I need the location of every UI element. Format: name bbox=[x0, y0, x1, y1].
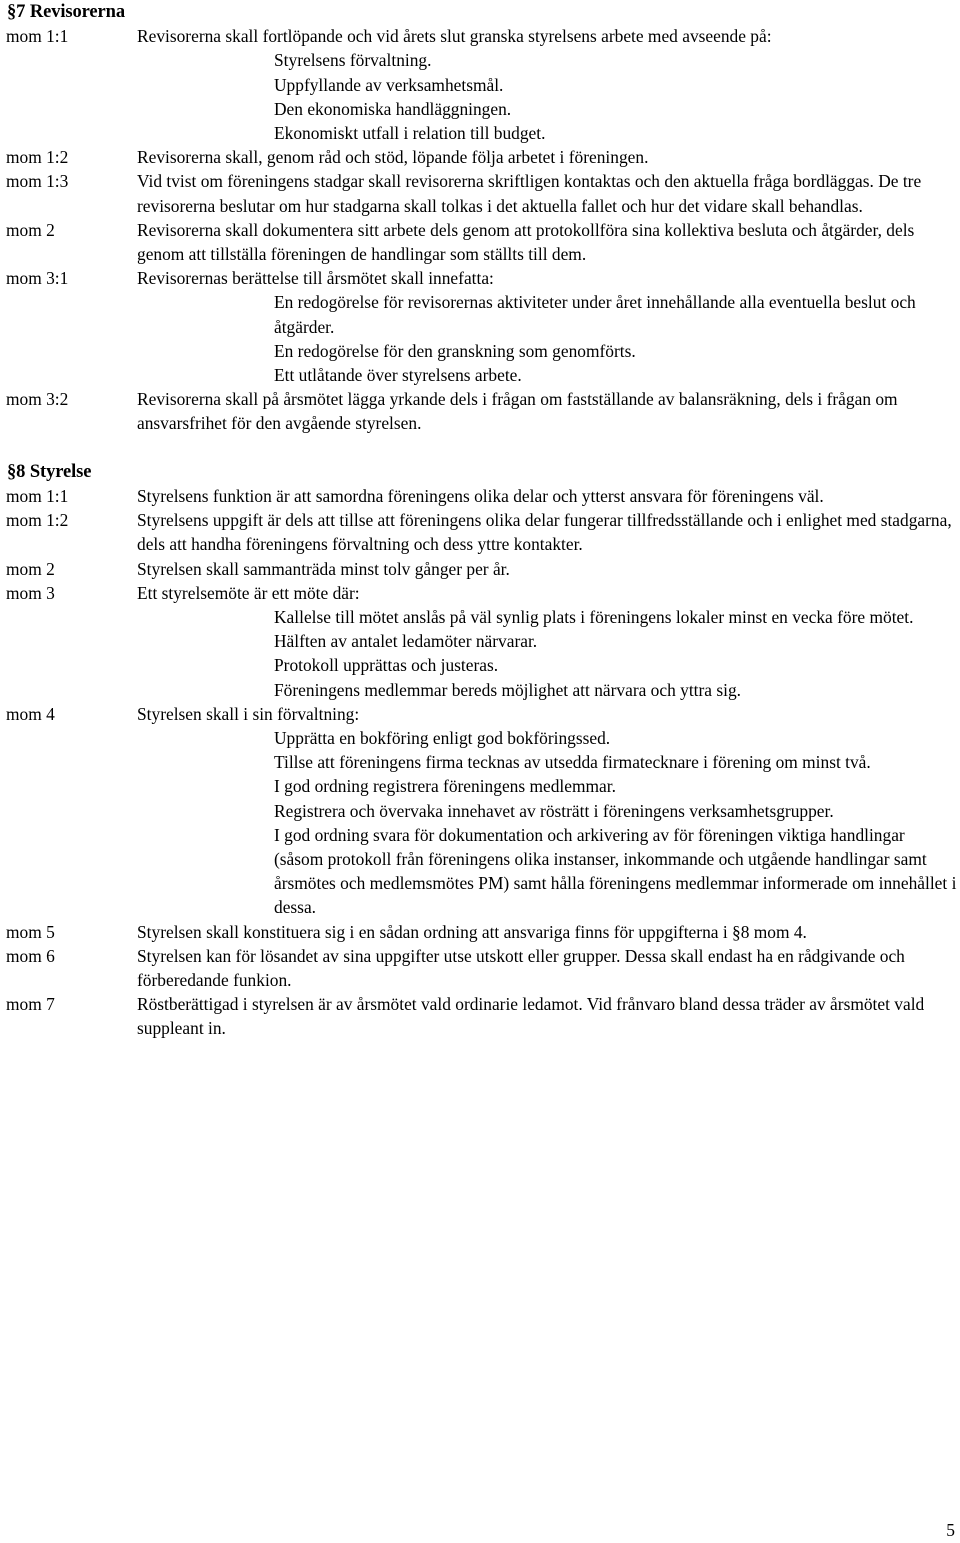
clause-text: Röstberättigad i styrelsen är av årsmötet vald ordinarie ledamot. Vid frånvaro bland dessa träder av årsmötet vald suppleant in. bbox=[137, 994, 925, 1039]
section-title: §7 Revisorerna bbox=[7, 2, 125, 22]
section-title: §8 Styrelse bbox=[7, 461, 92, 482]
clause-row bbox=[0, 920, 960, 944]
clause-label: mom 3 bbox=[6, 582, 55, 603]
clause-text: Styrelsens uppgift är dels att tillse att föreningens olika delar fungerar tillfredsställande och i enlighet med stadgarna, dels att handha föreningens förvaltning och dess yttre kontakter. bbox=[137, 510, 952, 555]
clause-label: mom 6 bbox=[6, 945, 55, 966]
clause-item-list bbox=[137, 726, 960, 920]
clause-item: Tillse att föreningens firma tecknas av utsedda firmatecknare i förening om minst två. bbox=[274, 752, 871, 773]
clause-item: Kallelse till mötet anslås på väl synlig plats i föreningens lokaler minst en vecka före mötet. bbox=[274, 607, 914, 628]
clause-item: I god ordning registrera föreningens medlemmar. bbox=[274, 776, 616, 797]
clause-label: mom 2 bbox=[6, 558, 55, 579]
clause-item: En redogörelse för revisorernas aktiviteter under året innehållande alla eventuella beslut och åtgärder. bbox=[274, 292, 916, 337]
clause-text: Revisorerna skall på årsmötet lägga yrkande dels i frågan om fastställande av balansräkning, dels i frågan om ansvarsfrihet för den avgående styrelsen. bbox=[137, 389, 898, 434]
clause-label: mom 1:3 bbox=[6, 171, 69, 192]
clause-item: Registrera och övervaka innehavet av rösträtt i föreningens verksamhetsgrupper. bbox=[274, 800, 834, 821]
clause-text: Styrelsen kan för lösandet av sina uppgifter utse utskott eller grupper. Dessa skall endast ha en rådgivande och förberedande funkion. bbox=[137, 945, 905, 991]
clause-label: mom 1:2 bbox=[6, 510, 69, 531]
clause-text: Styrelsen skall sammanträda minst tolv gånger per år. bbox=[137, 558, 510, 579]
section bbox=[0, 460, 960, 1041]
clause-label: mom 1:1 bbox=[6, 486, 69, 507]
indent-spacer bbox=[0, 605, 137, 702]
clause-text: Revisorerna skall fortlöpande och vid årets slut granska styrelsens arbete med avseende på: bbox=[137, 26, 772, 47]
clause-item: Uppfyllande av verksamhetsmål. bbox=[274, 74, 504, 95]
clause-row bbox=[0, 944, 960, 992]
indent-spacer bbox=[0, 726, 137, 920]
clause-text: Revisorernas berättelse till årsmötet skall innefatta: bbox=[137, 268, 494, 289]
clause-row bbox=[0, 218, 960, 266]
clause-row bbox=[0, 702, 960, 726]
clause-row bbox=[0, 145, 960, 169]
page-number: 5 bbox=[946, 1519, 955, 1540]
clause-label: mom 4 bbox=[6, 703, 55, 724]
clause-item: Styrelsens förvaltning. bbox=[274, 50, 432, 71]
clause-item: Upprätta en bokföring enligt god bokföringssed. bbox=[274, 728, 611, 749]
clause-label: mom 3:2 bbox=[6, 389, 69, 410]
clause-row bbox=[0, 387, 960, 435]
clause-item: Den ekonomiska handläggningen. bbox=[274, 98, 512, 119]
clause-item: Hälften av antalet ledamöter närvarar. bbox=[274, 631, 538, 652]
clause-label: mom 5 bbox=[6, 921, 55, 942]
clause-text: Styrelsen skall i sin förvaltning: bbox=[137, 703, 360, 724]
clause-item: Ett utlåtande över styrelsens arbete. bbox=[274, 365, 522, 386]
clause-items bbox=[0, 726, 960, 920]
clause-label: mom 3:1 bbox=[6, 268, 69, 289]
clause-items bbox=[0, 48, 960, 145]
clause-row bbox=[0, 557, 960, 581]
clause-label: mom 7 bbox=[6, 994, 55, 1015]
clause-item-list bbox=[137, 605, 960, 702]
indent-spacer bbox=[0, 48, 137, 145]
clause-item: I god ordning svara för dokumentation och arkivering av för föreningen viktiga handlingar (såsom protokoll från föreningens olika instanser, inkommande och utgående handlingar samt årsmötes och medlemsmötes PM) samt hålla föreningens medlemmar informerade om innehållet i dessa. bbox=[274, 824, 957, 918]
clause-label: mom 1:1 bbox=[6, 26, 69, 47]
indent-spacer bbox=[0, 290, 137, 387]
clause-row bbox=[0, 508, 960, 556]
clause-item: Föreningens medlemmar bereds möjlighet att närvara och yttra sig. bbox=[274, 679, 741, 700]
clause-label: mom 2 bbox=[6, 219, 55, 240]
clause-row bbox=[0, 992, 960, 1040]
clause-items bbox=[0, 605, 960, 702]
clause-row bbox=[0, 24, 960, 48]
clause-text: Revisorerna skall, genom råd och stöd, löpande följa arbetet i föreningen. bbox=[137, 147, 649, 168]
clause-text: Styrelsens funktion är att samordna föreningens olika delar och ytterst ansvara för föreningens väl. bbox=[137, 486, 824, 507]
clause-text: Revisorerna skall dokumentera sitt arbete dels genom att protokollföra sina kollektiva besluta och åtgärder, dels genom att tillställa föreningen de handlingar som ställts till dem. bbox=[137, 219, 915, 265]
clause-item: En redogörelse för den granskning som genomförts. bbox=[274, 340, 636, 361]
clause-item: Ekonomiskt utfall i relation till budget. bbox=[274, 123, 546, 143]
clause-text: Ett styrelsemöte är ett möte där: bbox=[137, 582, 360, 603]
clause-label: mom 1:2 bbox=[6, 147, 69, 168]
clause-item-list bbox=[137, 48, 960, 145]
clause-row bbox=[0, 484, 960, 508]
clause-text: Vid tvist om föreningens stadgar skall revisorerna skriftligen kontaktas och den aktuella fråga bordläggas. De tre revisorerna beslutar om hur stadgarna skall tolkas i det aktuella fallet och hur det vidare skall behandlas. bbox=[137, 171, 922, 216]
clause-items bbox=[0, 290, 960, 387]
section-spacer bbox=[0, 436, 960, 460]
clause-item: Protokoll upprättas och justeras. bbox=[274, 655, 499, 676]
clause-row bbox=[0, 169, 960, 217]
clause-row bbox=[0, 581, 960, 605]
section bbox=[0, 0, 960, 436]
clause-item-list bbox=[137, 290, 960, 387]
clause-row bbox=[0, 266, 960, 290]
clause-text: Styrelsen skall konstituera sig i en sådan ordning att ansvariga finns för uppgifterna i §8 mom 4. bbox=[137, 921, 807, 942]
